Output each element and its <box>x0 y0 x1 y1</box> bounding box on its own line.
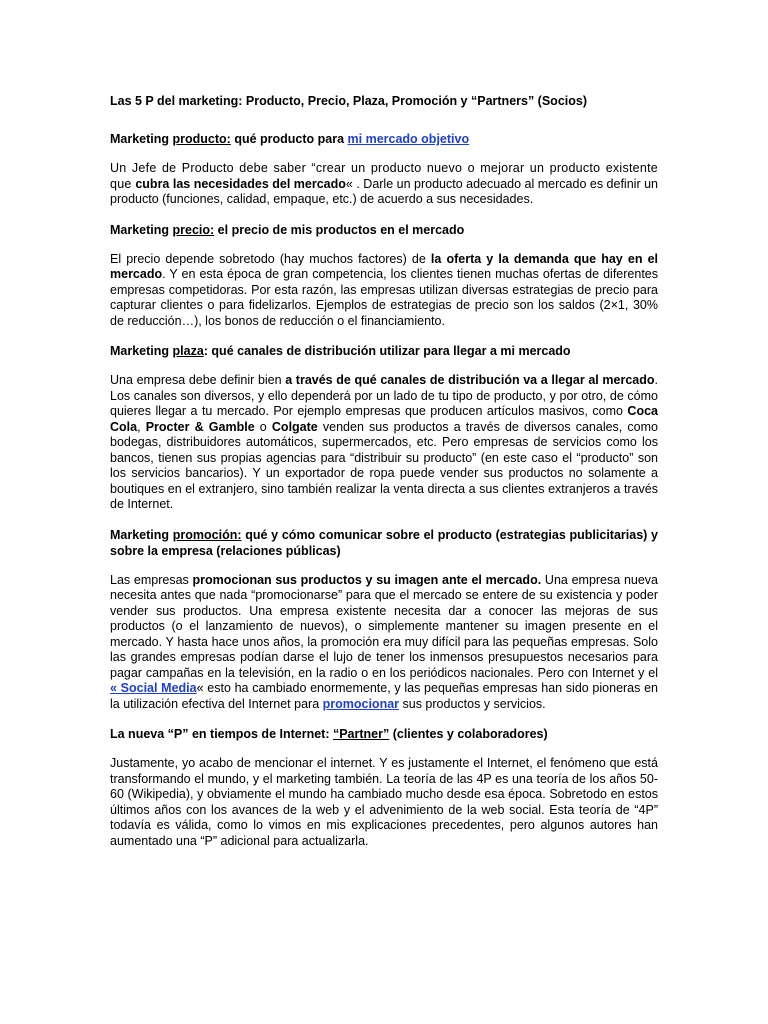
paragraph-plaza: Una empresa debe definir bien a través de qué canales de distribución va a llegar al mercado. Los canales son diversos, y ello dependerá por un lado de tu tipo de producto, y por otro, de cómo quieres llegar a tu mercado. Por ejemplo empresas que producen artículos masivos, como Coca Cola, Procter & Gamble o Colgate venden sus productos a través de diversos canales, como bodegas, distribuidores automáticos, supermercados, etc. Pero empresas de servicios como los bancos, tienen sus propias agencias para “distribuir su producto” (en este caso el “producto” son los servicios bancarios). Y un exportador de ropa puede vender sus productos no solamente a boutiques en el extranjero, sino también realizar la venta directa a sus clientes extranjeros a través de Internet. <box>110 373 658 511</box>
section-heading-precio: Marketing precio: el precio de mis productos en el mercado <box>110 222 465 237</box>
paragraph-promocion: Las empresas promocionan sus productos y su imagen ante el mercado. Una empresa nueva necesita antes que nada “promocionarse” para que el mercado se entere de su existencia y poder vender sus productos. Una empresa existente necesita dar a conocer las mejoras de sus productos (o el lanzamiento de nuevos), o simplemente mantener su imagen presente en el mercado. Y hasta hace unos años, la promoción era muy difícil para las pequeñas empresas. Solo las grandes empresas podían darse el lujo de tener los inmensos presupuestos necesarios para pagar campañas en la televisión, en la radio o en los periódicos nacionales. Pero con Internet y el « Social Media« esto ha cambiado enormemente, y las pequeñas empresas han sido pioneras en la utilización efectiva del Internet para promocionar sus productos y servicios. <box>110 572 659 711</box>
section-heading-plaza: Marketing plaza: qué canales de distribución utilizar para llegar a mi mercado <box>110 344 571 358</box>
link-mercado-objetivo[interactable]: mi mercado objetivo <box>347 132 470 146</box>
section-heading-producto: Marketing producto: qué producto para mi mercado objetivo <box>110 132 470 146</box>
page-title: Las 5 P del marketing: Producto, Precio, Plaza, Promoción y “Partners” (Socios) <box>110 94 587 108</box>
section-heading-partner: La nueva “P” en tiempos de Internet: “Partner” (clientes y colaboradores) <box>110 727 548 741</box>
link-social-media[interactable]: « Social Media <box>110 681 197 695</box>
paragraph-partner: Justamente, yo acabo de mencionar el internet. Y es justamente el Internet, el fenómeno que está transformando el mundo, y el marketing también. La teoría de las 4P es una teoría de los años 50-60 (Wikipedia), y obviamente el mundo ha cambiado mucho desde esa época. Sobretodo en estos últimos años con los avances de la web y el advenimiento de la web social. Esta teoría de “4P” todavía es válida, como lo vimos en mis explicaciones precedentes, pero algunos autores han aumentado una “P” adicional para actualizarla. <box>110 756 658 848</box>
paragraph-precio: El precio depende sobretodo (hay muchos factores) de la oferta y la demanda que hay en el mercado. Y en esta época de gran competencia, los clientes tienen muchas ofertas de diferentes empresas competidoras. Por esta razón, las empresas utilizan diversas estrategias de precio para capturar clientes o para fidelizarlos. Ejemplos de estrategias de precio son los saldos (2×1, 30% de reducción…), los bonos de reducción o el financiamiento. <box>110 251 658 328</box>
paragraph-producto: Un Jefe de Producto debe saber “crear un producto nuevo o mejorar un producto existente que cubra las necesidades del mercado« . Darle un producto adecuado al mercado es definir un producto (funciones, calidad, empaque, etc.) de acuerdo a sus necesidades. <box>110 161 658 206</box>
link-promocionar[interactable]: promocionar <box>322 696 400 711</box>
section-heading-promocion: Marketing promoción: qué y cómo comunicar sobre el producto (estrategias publicitarias) y sobre la empresa (relaciones públicas) <box>110 527 658 558</box>
